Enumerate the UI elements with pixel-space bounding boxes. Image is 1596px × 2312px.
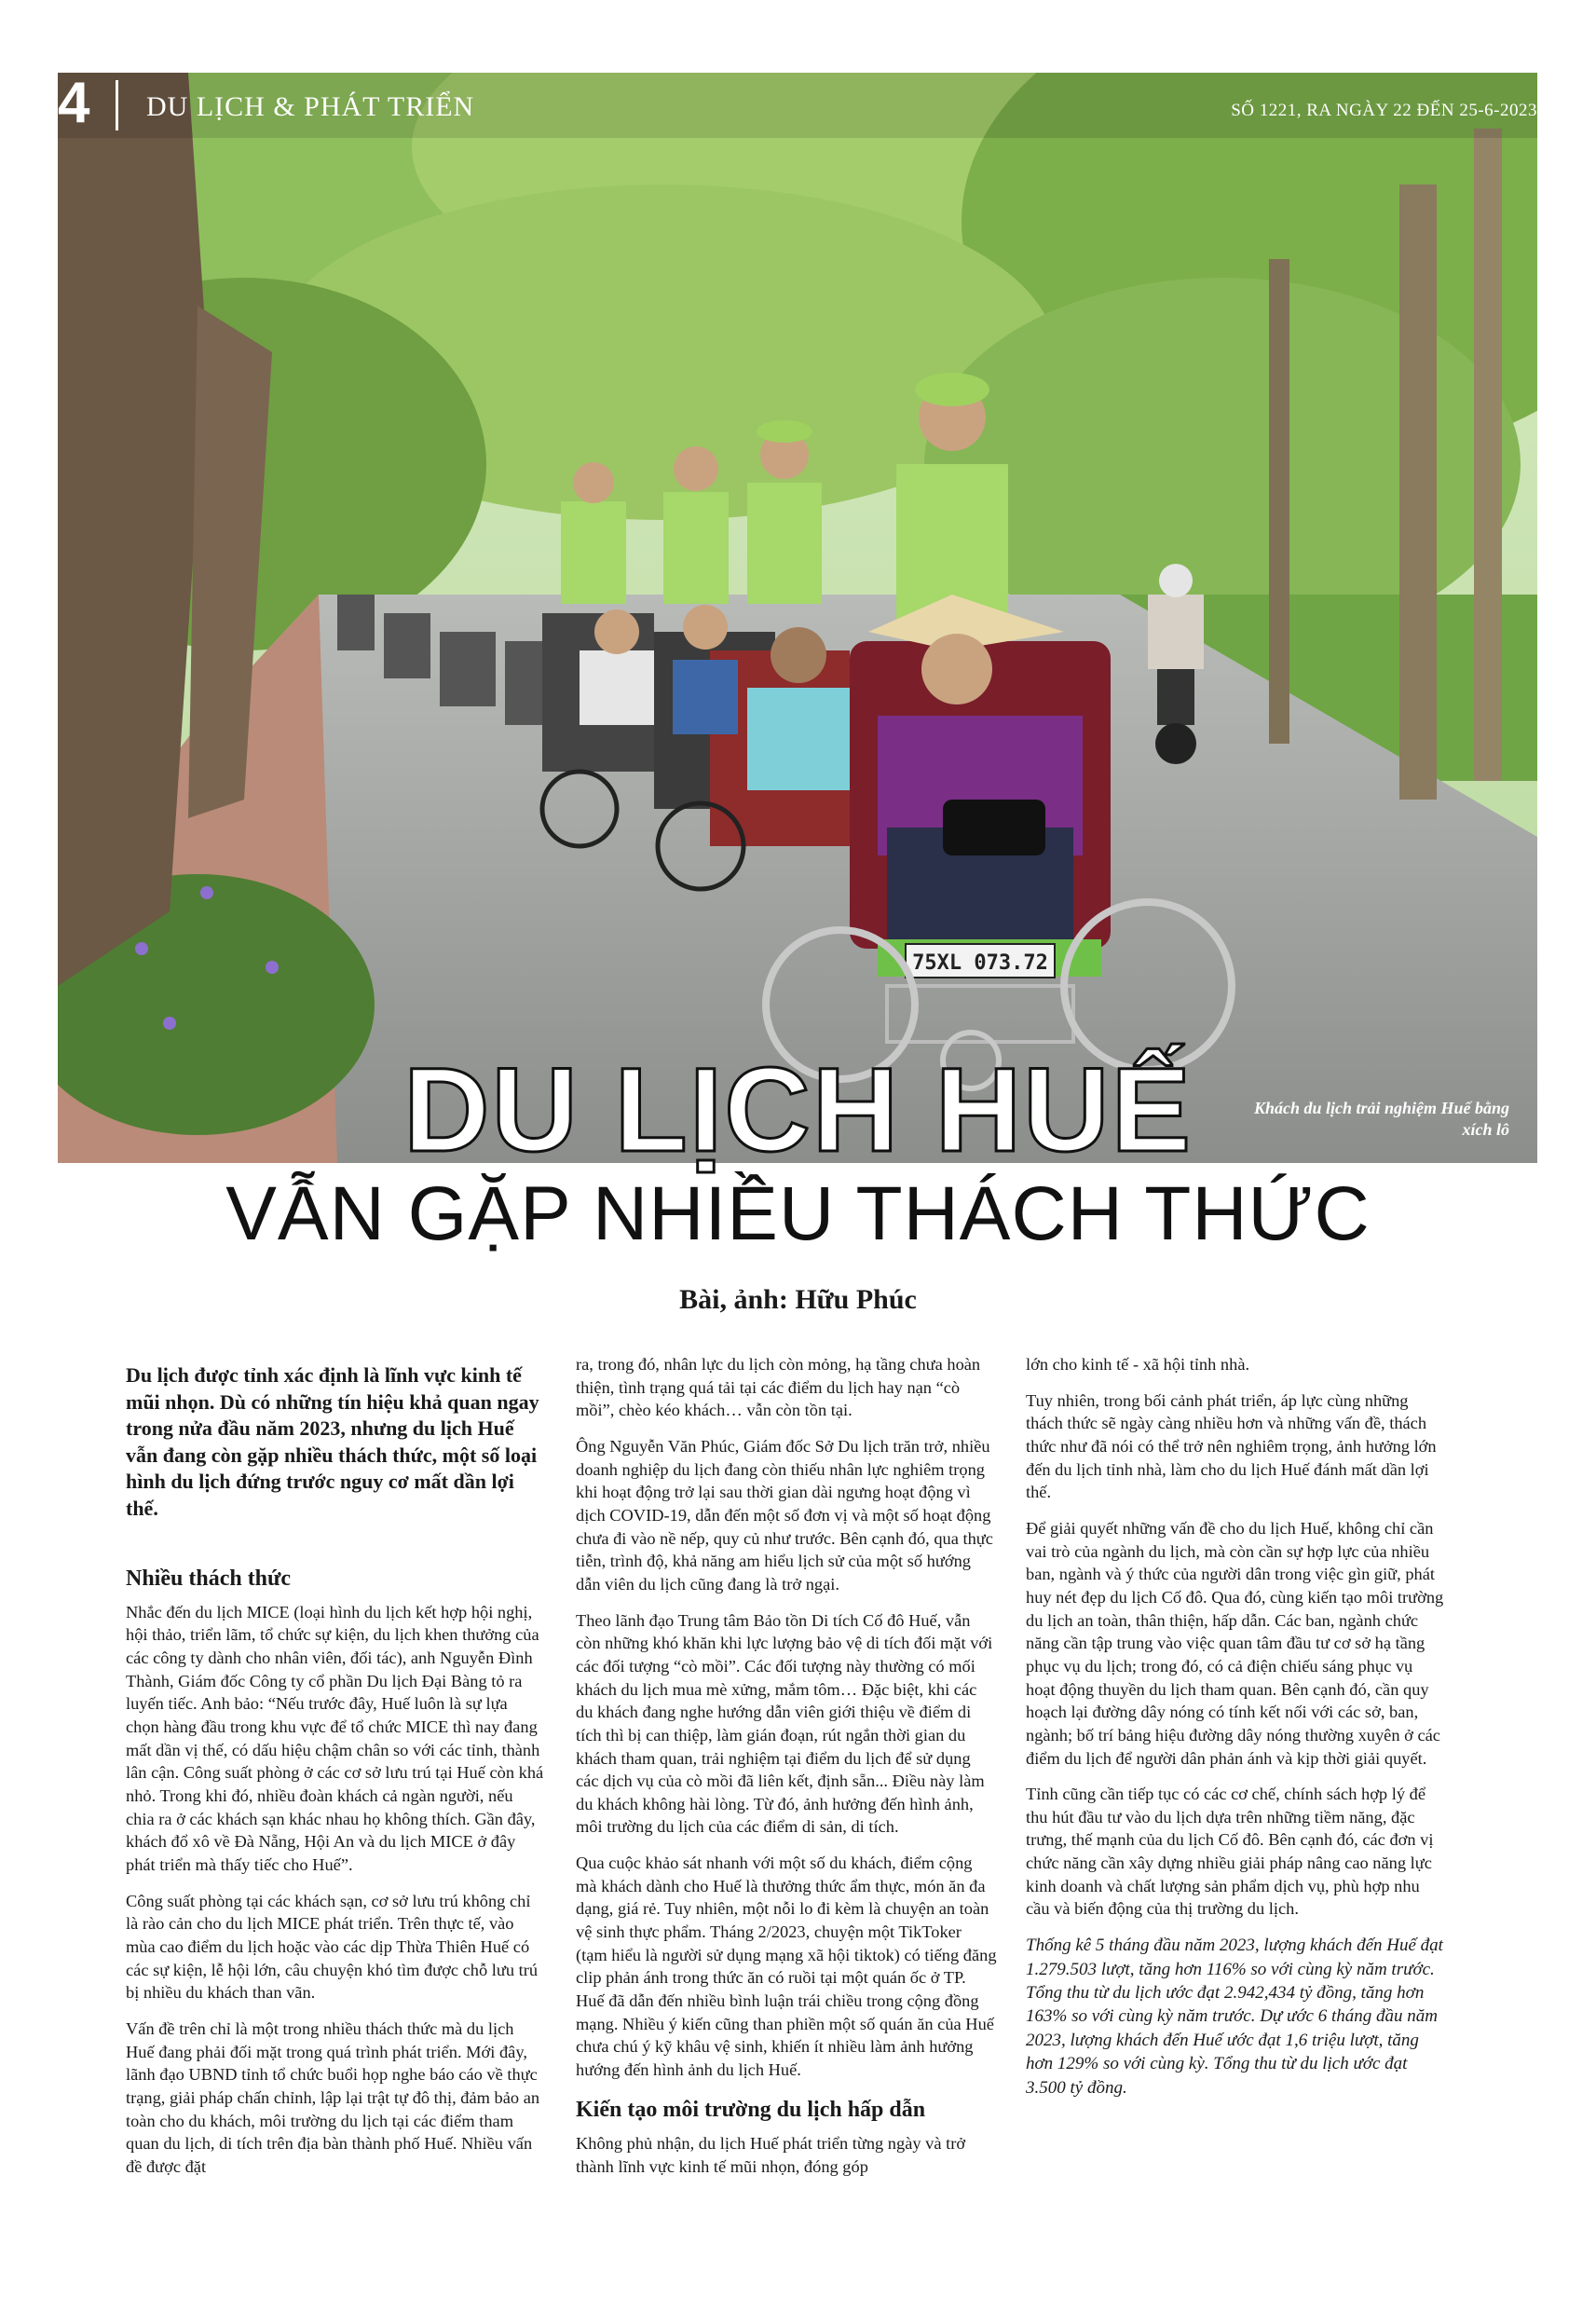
paragraph: Tỉnh cũng cần tiếp tục có các cơ chế, chính sách hợp lý để thu hút đầu tư vào du lịch dựa trên những tiềm năng, đặc trưng, thế mạnh của du lịch Cố đô. Bên cạnh đó, các đơn vị chức năng cần xây dựng nhiều giải pháp nâng cao năng lực kinh doanh và chất lượng sản phẩm dịch vụ, phù hợp nhu cầu và biến động của thị trường du lịch. (1026, 1785, 1434, 1919)
statistics-note: Thống kê 5 tháng đầu năm 2023, lượng khách đến Huế đạt 1.279.503 lượt, tăng hơn 116% so với cùng kỳ năm trước. Tổng thu từ du lịch ước đạt 2.942,434 tỷ đồng, tăng hơn 163% so với cùng kỳ năm trước. Dự ước 6 tháng đầu năm 2023, lượng khách đến Huế ước đạt 1,6 triệu lượt, tăng hơn 129% so với cùng kỳ. Tổng thu từ du lịch ước đạt 3.500 tỷ đồng. (1026, 1936, 1443, 2098)
subhead-challenges: Nhiều thách thức (126, 1566, 292, 1591)
paragraph: Ông Nguyễn Văn Phúc, Giám đốc Sở Du lịch trăn trở, nhiều doanh nghiệp du lịch đang còn thiếu nhân lực nghiêm trọng khi hoạt động trở lại sau thời gian dài ngưng hoạt động vì dịch COVID-19, dẫn đến một số đơn vị và một số hoạt động chưa đi vào nề nếp, quy củ như trước. Bên cạnh đó, qua thực tiễn, trình độ, khả năng am hiểu lịch sử của một số hướng dẫn viên du lịch cũng đang là trở ngại. (576, 1436, 993, 1594)
section-name: DU LỊCH & PHÁT TRIỂN (146, 91, 475, 122)
paragraph: Vấn đề trên chỉ là một trong nhiều thách thức mà du lịch Huế đang phải đối mặt trong quá trình phát triển. Mới đây, lãnh đạo UBND tỉnh tổ chức buổi họp nghe báo cáo về thực trạng, giải pháp chấn chỉnh, lập lại trật tự đô thị, đảm bảo an toàn cho du khách, môi trường du lịch tại các điểm tham quan du lịch, di tích trên địa bàn thành phố Huế. Nhiều vấn đề được đặt (126, 2018, 540, 2176)
paragraph: Không phủ nhận, du lịch Huế phát triển từng ngày và trở thành lĩnh vực kinh tế mũi nhọn, đóng góp (576, 2133, 966, 2176)
lead-paragraph: Du lịch được tỉnh xác định là lĩnh vực kinh tế mũi nhọn. Dù có những tín hiệu khả quan ngay trong nửa đầu năm 2023, nhưng du lịch Huế vẫn đang còn gặp nhiều thách thức, một số loại hình du lịch đứng trước nguy cơ mất dần lợi thế. (126, 1363, 539, 1520)
paragraph: Qua cuộc khảo sát nhanh với một số du khách, điểm cộng mà khách dành cho Huế là thưởng thức ẩm thực, món ăn đa dạng, giá rẻ. Tuy nhiên, một nỗi lo đi kèm là chuyện an toàn vệ sinh thực phẩm. Tháng 2/2023, chuyện một TikToker (tạm hiểu là người sử dụng mạng xã hội tiktok) có tiếng đăng clip phản ánh trong thức ăn có ruồi tại một quán ốc ở TP. Huế đã dẫn đến nhiều bình luận trái chiều trong cộng đồng mạng. Nhiều ý kiến cũng than phiền một số quán ăn của Huế chưa chú ý kỹ khâu vệ sinh, khiến ít nhiều làm ảnh hưởng hướng đến hình ảnh du lịch Huế. (576, 1854, 997, 2080)
article-column-2 (576, 1353, 997, 2191)
subhead-environment: Kiến tạo môi trường du lịch hấp dẫn (576, 2097, 926, 2122)
paragraph: Công suất phòng tại các khách sạn, cơ sở lưu trú không chỉ là rào cản cho du lịch MICE phát triển. Trên thực tế, vào mùa cao điểm du lịch hoặc vào các dịp Thừa Thiên Huế có các sự kiện, lễ hội lớn, câu chuyện khó tìm được chỗ lưu trú bị nhiều du khách than vãn. (126, 1891, 539, 2003)
headline-sub: VẪN GẶP NHIỀU THÁCH THỨC (225, 1171, 1371, 1256)
paragraph: lớn cho kinh tế - xã hội tỉnh nhà. (1026, 1355, 1250, 1374)
article-column-1 (126, 1362, 545, 2191)
cyclo-street-photo (58, 73, 1537, 1163)
paragraph: Để giải quyết những vấn đề cho du lịch Huế, không chỉ cần vai trò của ngành du lịch, mà còn cần sự hợp lực của nhiều ban, ngành và ý thức của người dân trong việc gìn giữ, phát huy nét đẹp du lịch Cố đô. Qua đó, cùng kiến tạo môi trường du lịch an toàn, thân thiện, hấp dẫn. Các ban, ngành chức năng cần tập trung vào việc quan tâm đầu tư cơ sở hạ tầng phục vụ du lịch; trong đó, có cả điện chiếu sáng phục vụ hoạt động thuyền du lịch tham quan. Bên cạnh đó, cần quy hoạch lại đường dây nóng có tính kết nối với các sở, ban, ngành; bố trí bảng hiệu đường dây nóng thường xuyên ở các điểm du lịch để người dân phản ánh và kịp thời giải quyết. (1026, 1518, 1444, 1768)
headline-main: DU LỊCH HUẾ (403, 1044, 1193, 1177)
paragraph: Tuy nhiên, trong bối cảnh phát triển, áp lực cùng những thách thức sẽ ngày càng nhiều hơn và những vấn đề, thách thức như đã nói có thể trở nên nghiêm trọng, ảnh hưởng lớn đến du lịch tỉnh nhà, làm cho du lịch Huế đánh mất dần lợi thế. (1026, 1390, 1437, 1502)
plate-number: 75XL 073.72 (912, 951, 1048, 975)
paragraph: Theo lãnh đạo Trung tâm Bảo tồn Di tích Cố đô Huế, vẫn còn những khó khăn khi lực lượng bảo vệ di tích đối mặt với các đối tượng “cò mồi”. Các đối tượng này thường có mối khách du lịch mua mè xửng, mắm tôm… Đặc biệt, khi các du khách đang nghe hướng dẫn viên giới thiệu về điểm di tích thì bị can thiệp, làm gián đoạn, rút ngắn thời gian du khách tham quan, trải nghiệm tại điểm du lịch để sử dụng các dịch vụ của cò mồi đã liên kết, định sẵn... Điều này làm du khách không hài lòng. Từ đó, ảnh hưởng đến hình ảnh, môi trường du lịch của các điểm di sản, di tích. (576, 1610, 993, 1837)
paragraph: Nhắc đến du lịch MICE (loại hình du lịch kết hợp hội nghị, hội thảo, triển lãm, tổ chức sự kiện, du lịch khen thưởng của các công ty dành cho nhân viên, đối tác), anh Nguyễn Đình Thành, Giám đốc Công ty cổ phần Du lịch Đại Bàng tỏ ra luyến tiếc. Anh bảo: “Nếu trước đây, Huế luôn là sự lựa chọn hàng đầu trong khu vực để tổ chức MICE thì nay đang mất dần vị thế, có dấu hiệu chậm chân so với các tỉnh, thành lân cận. Công suất phòng ở các cơ sở lưu trú tại Huế còn khá nhỏ. Trong khi đó, nhiều đoàn khách cả ngàn người, nếu chia ra ở các khách sạn khác nhau họ không thích. Gần đây, khách đổ xô về Đà Nẵng, Hội An và du lịch MICE ở đây phát triển mà thấy tiếc cho Huế”. (126, 1602, 544, 1874)
byline: Bài, ảnh: Hữu Phúc (679, 1284, 917, 1315)
page-header (58, 73, 1537, 147)
paragraph: ra, trong đó, nhân lực du lịch còn mỏng, hạ tầng chưa hoàn thiện, tình trạng quá tải tại các điểm du lịch hay nạn “cò mồi”, chèo kéo khách… vẫn còn tồn tại. (576, 1355, 981, 1420)
page-number: 4 (58, 71, 90, 135)
header-divider (116, 80, 118, 130)
photo-caption: Khách du lịch trải nghiệm Huế bằng xích lô (1253, 1099, 1509, 1140)
cover-photo (58, 73, 1537, 1163)
article-column-3 (1026, 1353, 1445, 2113)
issue-info: SỐ 1221, RA NGÀY 22 ĐẾN 25-6-2023 (1231, 101, 1537, 120)
